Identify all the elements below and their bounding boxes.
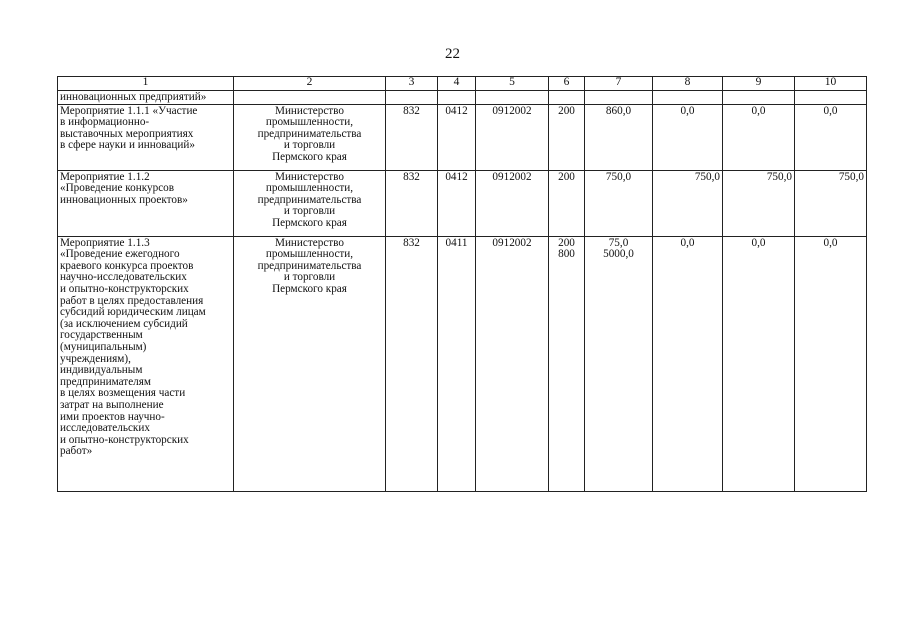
code-cell: 0412: [438, 104, 476, 170]
activity-name: Мероприятие 1.1.1 «Участие в информационно- выставочных мероприятиях в сфере науки и инноваций»: [58, 104, 234, 170]
amount-cell: 750,0: [585, 170, 653, 236]
column-header: 7: [585, 77, 653, 91]
column-header: 5: [476, 77, 549, 91]
code-cell: 0912002: [476, 236, 549, 491]
code-cell: 832: [386, 170, 438, 236]
empty-cell: [386, 91, 438, 105]
code-cell: 0412: [438, 170, 476, 236]
executor-cell: Министерство промышленности, предпринимательства и торговли Пермского края: [234, 236, 386, 491]
code-cell: 200: [549, 170, 585, 236]
column-header: 6: [549, 77, 585, 91]
amount-cell: 750,0: [653, 170, 723, 236]
empty-cell: [653, 91, 723, 105]
executor-cell: Министерство промышленности, предпринимательства и торговли Пермского края: [234, 170, 386, 236]
amount-cell: 0,0: [653, 236, 723, 491]
code-cell: 200: [549, 104, 585, 170]
amount-cell: 750,0: [723, 170, 795, 236]
amount-cell: 75,0 5000,0: [585, 236, 653, 491]
table-row: [58, 104, 867, 170]
amount-cell: 0,0: [723, 236, 795, 491]
table-row: [58, 170, 867, 236]
code-cell: 0912002: [476, 170, 549, 236]
empty-cell: [476, 91, 549, 105]
amount-cell: 0,0: [795, 236, 867, 491]
column-header: 2: [234, 77, 386, 91]
code-cell: 832: [386, 104, 438, 170]
empty-cell: [549, 91, 585, 105]
column-header: 3: [386, 77, 438, 91]
code-cell: 0912002: [476, 104, 549, 170]
empty-cell: [723, 91, 795, 105]
page-number: 22: [445, 46, 460, 62]
column-header: 1: [58, 77, 234, 91]
code-cell: 0411: [438, 236, 476, 491]
executor-cell: Министерство промышленности, предпринимательства и торговли Пермского края: [234, 104, 386, 170]
table-header-row: [58, 77, 867, 91]
column-header: 10: [795, 77, 867, 91]
amount-cell: 860,0: [585, 104, 653, 170]
column-header: 8: [653, 77, 723, 91]
code-cell: 200 800: [549, 236, 585, 491]
empty-cell: [438, 91, 476, 105]
empty-cell: [585, 91, 653, 105]
table-row: [58, 236, 867, 491]
amount-cell: 0,0: [795, 104, 867, 170]
column-header: 9: [723, 77, 795, 91]
amount-cell: 750,0: [795, 170, 867, 236]
continuation-text: инновационных предприятий»: [58, 91, 234, 105]
continuation-row: [58, 91, 867, 105]
amount-cell: 0,0: [653, 104, 723, 170]
amount-cell: 0,0: [723, 104, 795, 170]
code-cell: 832: [386, 236, 438, 491]
budget-table: [57, 76, 867, 492]
activity-name: Мероприятие 1.1.2 «Проведение конкурсов инновационных проектов»: [58, 170, 234, 236]
activity-name: Мероприятие 1.1.3 «Проведение ежегодного краевого конкурса проектов научно-исследовательских и опытно-конструкторских работ в целях предоставления субсидий юридическим лицам (за исключением субсидий государственным (муниципальным) учреждениям), индивидуальным предпринимателям в целях возмещения части затрат на выполнение ими проектов научно- исследовательских и опытно-конструкторских работ»: [58, 236, 234, 491]
empty-cell: [795, 91, 867, 105]
empty-cell: [234, 91, 386, 105]
column-header: 4: [438, 77, 476, 91]
